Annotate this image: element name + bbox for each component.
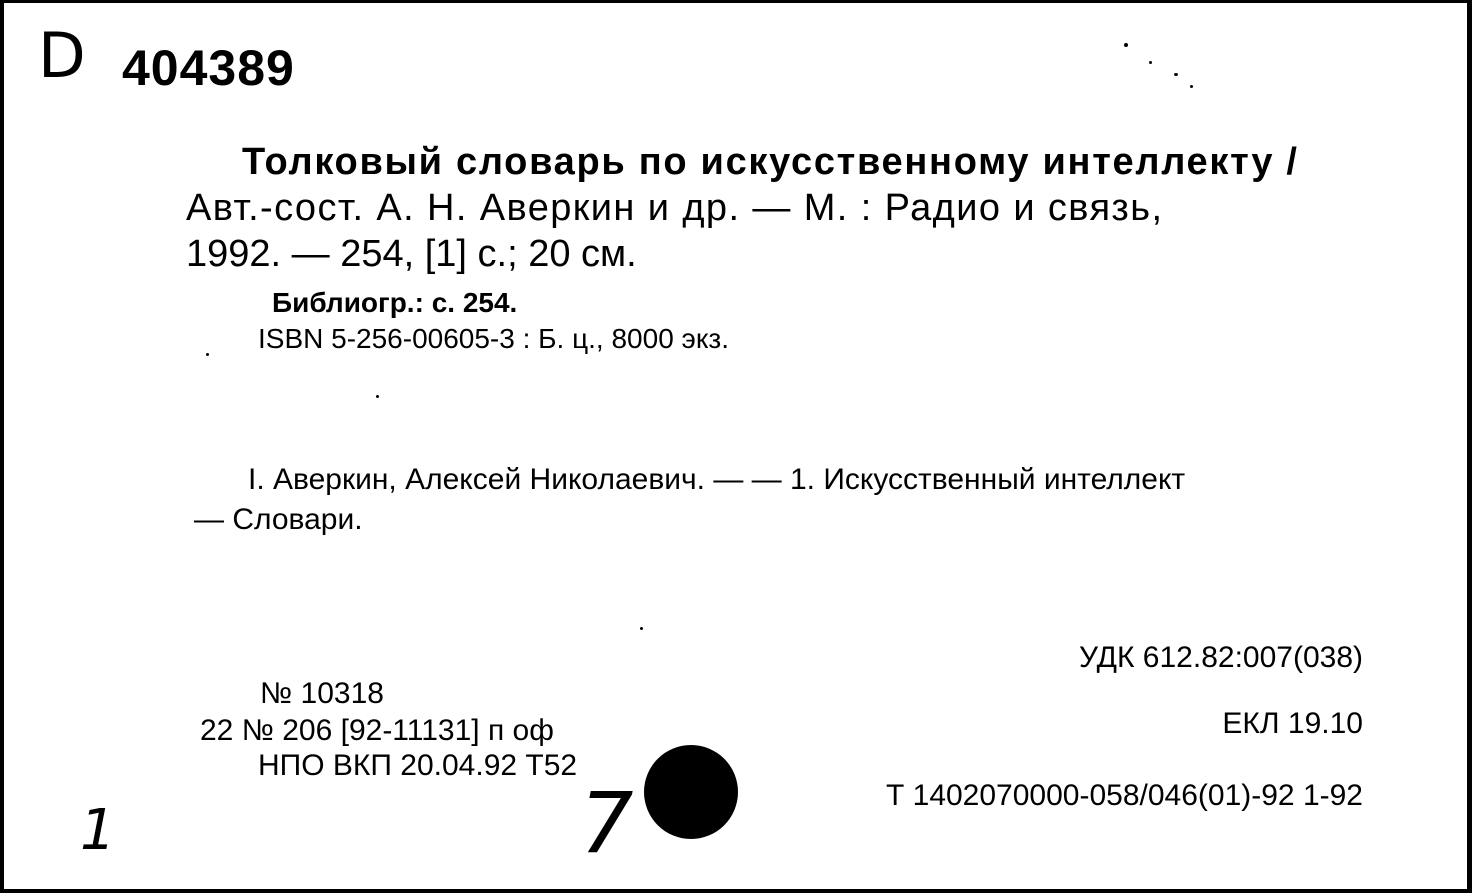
- speck: [376, 395, 379, 398]
- card-paper: [4, 3, 1470, 889]
- handwritten-left-mark: 1: [80, 798, 116, 863]
- bibliography-note: Библиогр.: с. 254.: [272, 287, 518, 318]
- speck: [1190, 85, 1193, 88]
- tracing-line-1: I. Аверкин, Алексей Николаевич. — — 1. Искусственный интеллект: [248, 463, 1186, 496]
- tracing-line-2: — Словари.: [194, 503, 363, 536]
- speck: [1174, 73, 1178, 76]
- npo-line: НПО ВКП 20.04.92 Т52: [258, 749, 578, 782]
- registry-number: № 10318: [260, 677, 384, 710]
- card-number: 404389: [122, 40, 295, 96]
- handwritten-d-mark: D: [38, 19, 86, 92]
- speck: [640, 627, 643, 630]
- title-line-2: Авт.-сост. А. Н. Аверкин и др. — М. : Радио и связь,: [186, 187, 1164, 229]
- isbn-line: ISBN 5-256-00605-3 : Б. ц., 8000 экз.: [258, 323, 730, 354]
- handwritten-center-mark: 7: [580, 774, 634, 872]
- udk-code: УДК 612.82:007(038): [1078, 641, 1363, 674]
- speck: [206, 353, 209, 356]
- t-code: Т 1402070000-058/046(01)-92 1-92: [885, 779, 1363, 812]
- ekl-code: ЕКЛ 19.10: [1222, 707, 1363, 740]
- punched-hole: [644, 745, 738, 839]
- speck: [1149, 61, 1152, 64]
- speck: [1124, 43, 1128, 47]
- title-line-3: 1992. — 254, [1] с.; 20 см.: [186, 233, 637, 275]
- title-line-1: Толковый словарь по искусственному интеллекту /: [242, 141, 1299, 183]
- order-line: 22 № 206 [92-11131] п оф: [200, 714, 554, 747]
